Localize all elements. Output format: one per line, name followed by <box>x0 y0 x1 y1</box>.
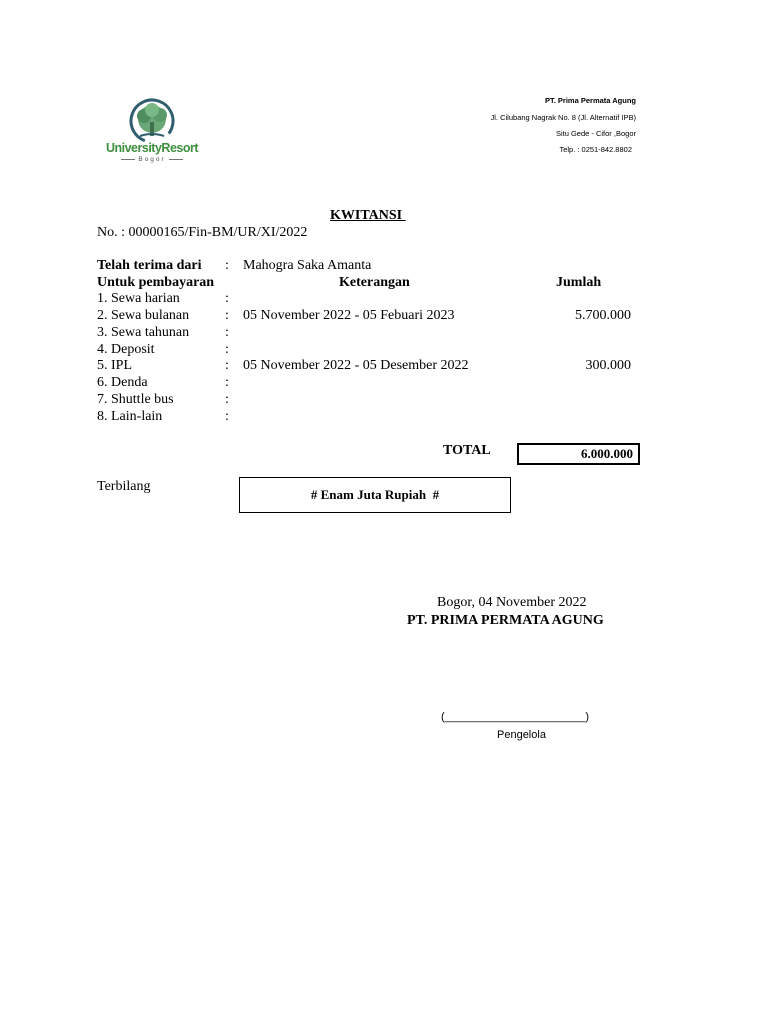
item-colon: : <box>225 308 229 323</box>
item-colon: : <box>225 358 229 373</box>
item-colon: : <box>225 342 229 357</box>
item-jumlah: 5.700.000 <box>575 308 631 323</box>
item-label: 1. Sewa harian <box>97 291 180 306</box>
item-label: 2. Sewa bulanan <box>97 308 190 323</box>
item-colon: : <box>225 291 229 306</box>
signature-role: Pengelola <box>497 729 546 741</box>
company-address-line1: Jl. Cilubang Nagrak No. 8 (Jl. Alternatif IPB) <box>490 113 636 122</box>
receipt-number: No. : 00000165/Fin-BM/UR/XI/2022 <box>97 225 308 240</box>
item-colon: : <box>225 409 229 424</box>
signature-company: PT. PRIMA PERMATA AGUNG <box>407 613 604 628</box>
item-colon: : <box>225 392 229 407</box>
place-date: Bogor, 04 November 2022 <box>437 595 587 610</box>
company-address-line2: Situ Gede - Cifor ,Bogor <box>555 129 636 138</box>
column-keterangan: Keterangan <box>339 275 410 290</box>
item-label: 7. Shuttle bus <box>97 392 174 407</box>
column-jumlah: Jumlah <box>556 275 602 290</box>
terbilang-value: # Enam Juta Rupiah # <box>310 487 440 502</box>
purpose-label: Untuk pembayaran <box>97 275 215 290</box>
receipt-title: KWITANSI <box>330 208 406 223</box>
company-phone: Telp. : 0251-842.8802 <box>559 145 632 154</box>
university-resort-logo <box>100 98 204 170</box>
item-keterangan: 05 November 2022 - 05 Febuari 2023 <box>243 308 455 323</box>
company-name: PT. Prima Permata Agung <box>545 96 636 105</box>
item-label: 5. IPL <box>97 358 132 373</box>
received-from-colon: : <box>225 258 229 273</box>
received-from-value: Mahogra Saka Amanta <box>243 258 372 273</box>
item-label: 3. Sewa tahunan <box>97 325 190 340</box>
item-label: 6. Denda <box>97 375 148 390</box>
total-value: 6.000.000 <box>581 446 633 461</box>
item-label: 4. Deposit <box>97 342 155 357</box>
total-box <box>517 443 640 465</box>
item-colon: : <box>225 375 229 390</box>
logo-wordmark: UniversityResort <box>105 141 199 155</box>
signature-line: (_______________________) <box>441 711 590 723</box>
item-label: 8. Lain-lain <box>97 409 163 424</box>
logo-subtitle: Bogor <box>100 156 204 163</box>
terbilang-label: Terbilang <box>97 479 151 494</box>
item-jumlah: 300.000 <box>585 358 631 373</box>
total-label: TOTAL <box>443 443 491 458</box>
received-from-label: Telah terima dari <box>97 258 202 273</box>
terbilang-box <box>239 477 511 513</box>
item-colon: : <box>225 325 229 340</box>
item-keterangan: 05 November 2022 - 05 Desember 2022 <box>243 358 469 373</box>
tree-emblem-icon <box>100 98 204 144</box>
